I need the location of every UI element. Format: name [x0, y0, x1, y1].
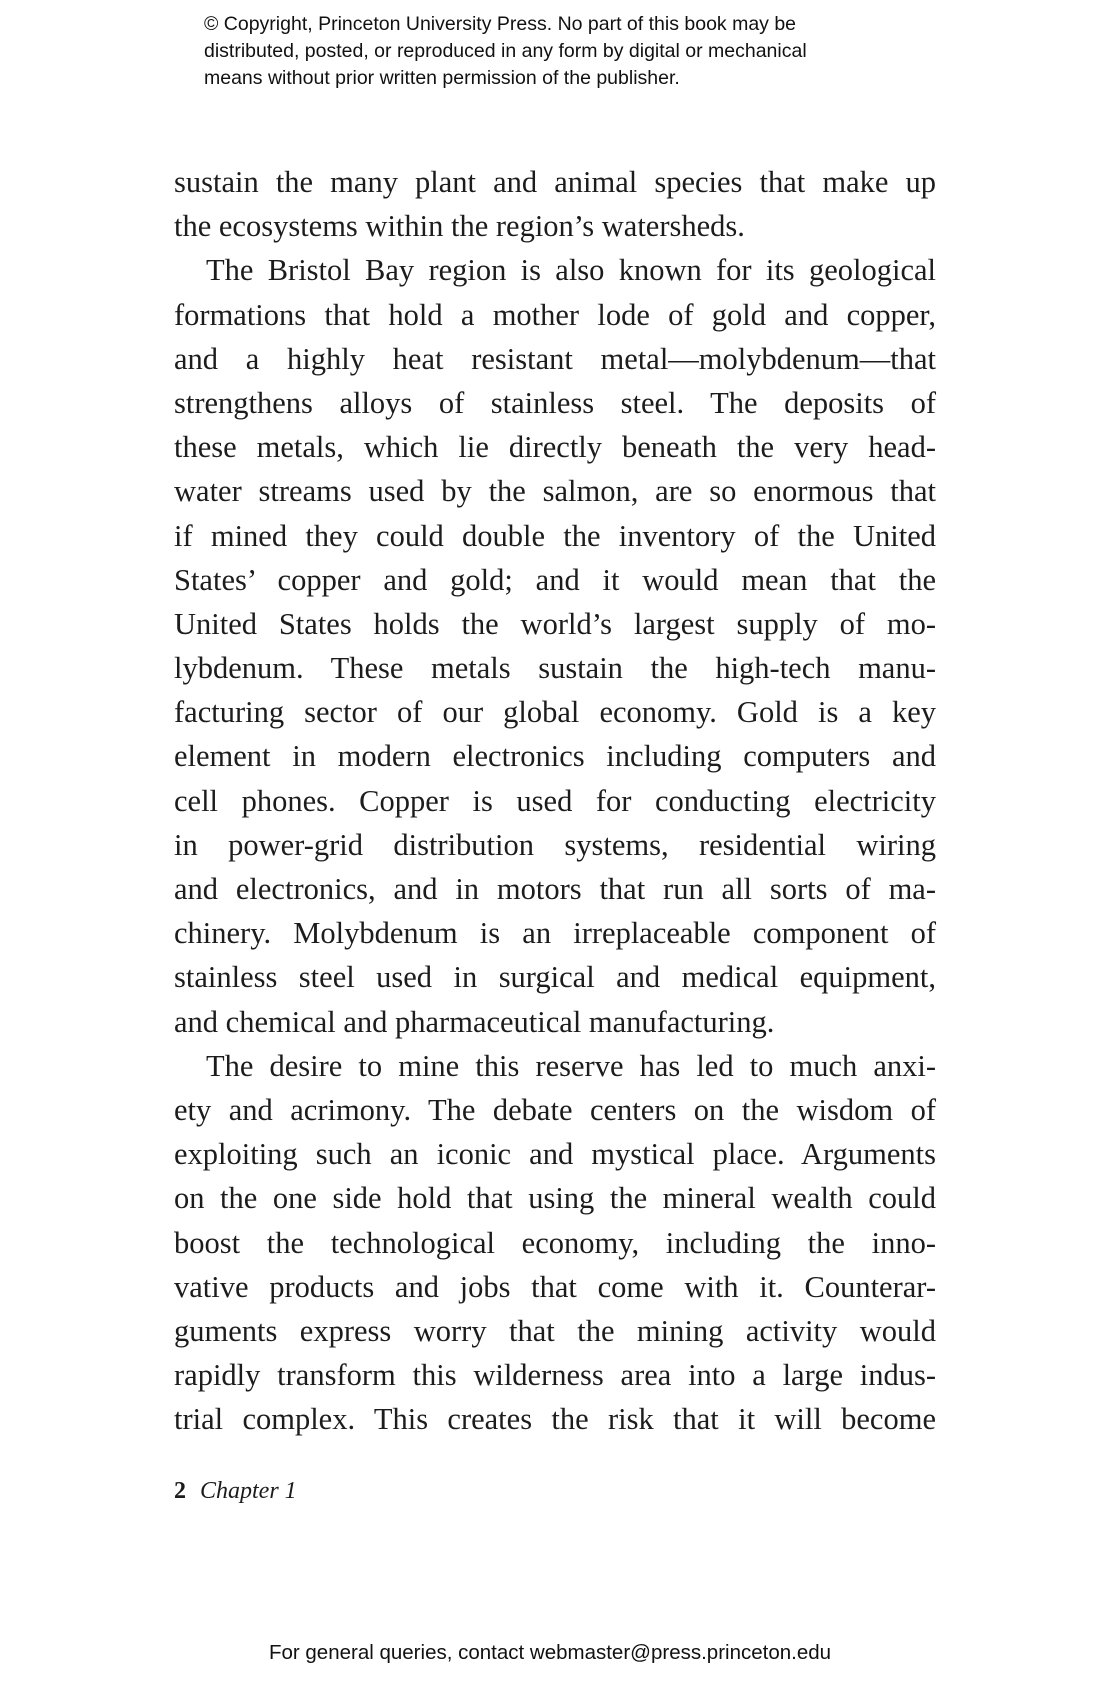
copyright-notice: [204, 11, 924, 92]
body-line: if mined they could double the inventory of the United: [174, 518, 936, 553]
body-line: stainless steel used in surgical and medical equipment,: [174, 960, 936, 995]
body-line: exploiting such an iconic and mystical place. Arguments: [174, 1137, 936, 1172]
body-line: lybdenum. These metals sustain the high-tech manu-: [174, 651, 936, 686]
body-line: The desire to mine this reserve has led to much anxi-: [206, 1048, 936, 1083]
body-line: States’ copper and gold; and it would mean that the: [174, 562, 936, 597]
body-line: ety and acrimony. The debate centers on the wisdom of: [174, 1092, 936, 1127]
body-line: formations that hold a mother lode of gold and copper,: [174, 297, 936, 332]
body-line: in power-grid distribution systems, residential wiring: [174, 827, 936, 862]
page-number: 2: [174, 1478, 186, 1504]
body-line: cell phones. Copper is used for conducting electricity: [174, 783, 936, 818]
body-text: [174, 160, 936, 1441]
body-line: and chemical and pharmaceutical manufacturing.: [174, 1004, 775, 1039]
body-line: chinery. Molybdenum is an irreplaceable component of: [174, 916, 936, 951]
body-line: on the one side hold that using the mineral wealth could: [174, 1181, 936, 1216]
body-line: guments express worry that the mining activity would: [174, 1313, 936, 1348]
body-line: vative products and jobs that come with it. Counterar-: [174, 1269, 936, 1304]
body-line: sustain the many plant and animal species that make up: [174, 165, 936, 199]
copyright-line: distributed, posted, or reproduced in any form by digital or mechanical: [204, 40, 807, 62]
body-line: boost the technological economy, including the inno-: [174, 1225, 936, 1260]
body-line: rapidly transform this wilderness area into a large indus-: [174, 1358, 936, 1393]
body-line: trial complex. This creates the risk that it will become: [174, 1402, 936, 1437]
footer-contact: For general queries, contact webmaster@press.princeton.edu: [268, 1641, 832, 1664]
chapter-label: Chapter 1: [200, 1478, 297, 1504]
body-line: water streams used by the salmon, are so enormous that: [174, 474, 936, 509]
body-line: United States holds the world’s largest supply of mo-: [174, 606, 936, 641]
copyright-line: © Copyright, Princeton University Press. No part of this book may be: [204, 13, 797, 35]
page-folio: [174, 1478, 297, 1505]
body-line: and a highly heat resistant metal—molybdenum—that: [174, 341, 936, 376]
body-line: strengthens alloys of stainless steel. The deposits of: [174, 385, 936, 420]
copyright-line: means without prior written permission of the publisher.: [204, 67, 680, 89]
body-line: the ecosystems within the region’s watersheds.: [174, 209, 745, 244]
body-line: and electronics, and in motors that run all sorts of ma-: [174, 872, 936, 906]
body-line: The Bristol Bay region is also known for its geological: [206, 253, 936, 288]
body-line: element in modern electronics including computers and: [174, 739, 936, 774]
body-line: facturing sector of our global economy. Gold is a key: [174, 695, 936, 730]
body-line: these metals, which lie directly beneath the very head-: [174, 430, 936, 465]
